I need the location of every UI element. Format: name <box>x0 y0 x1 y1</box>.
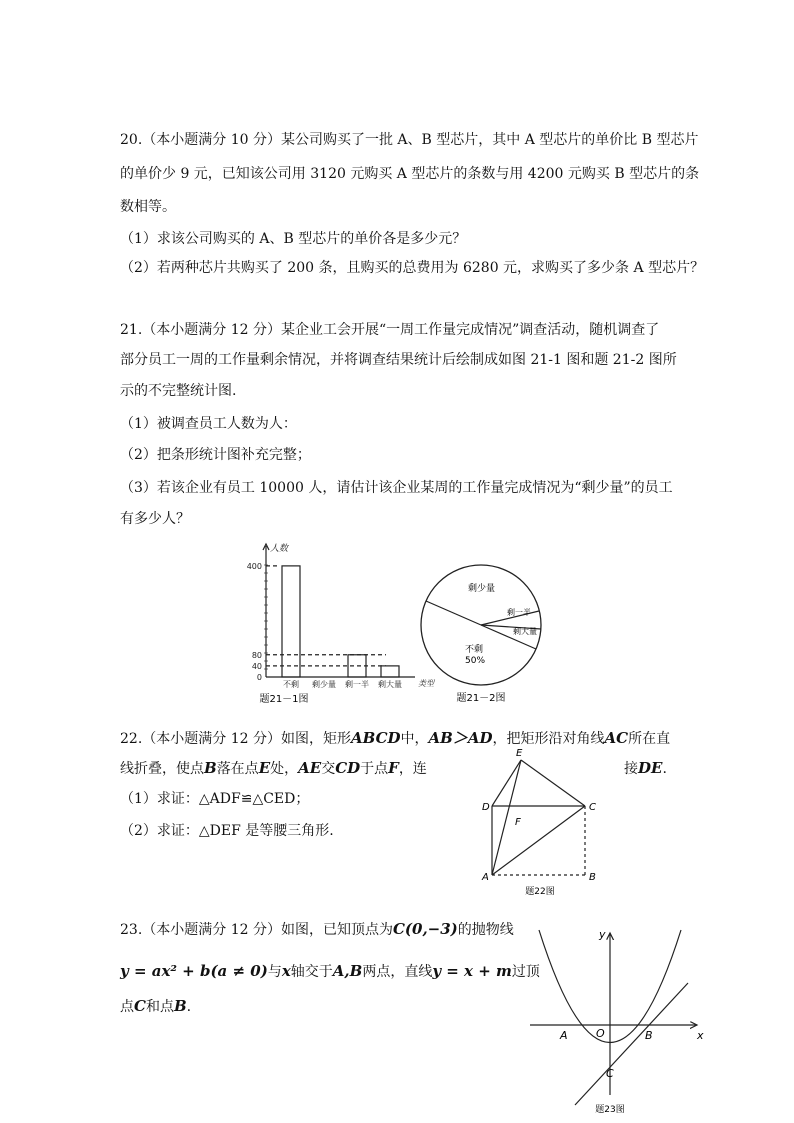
q21-part2: （2）把条形统计图补充完整； <box>120 447 311 463</box>
segment-de <box>492 760 521 806</box>
q20-part1: （1）求该公司购买的 A、B 型芯片的单价各是多少元？ <box>120 231 467 247</box>
q21-part3a: （3）若该企业有员工 10000 人，请估计该企业某周的工作量完成情况为“剩少量”的员工 <box>120 480 673 496</box>
q22-text: 于点 <box>360 761 389 777</box>
q23-text: 点 <box>120 999 134 1015</box>
label-o: O <box>596 1027 605 1040</box>
x-category-label: 剩大量 <box>378 680 402 689</box>
label-x: x <box>697 1029 704 1042</box>
q20-line1: 20.（本小题满分 10 分）某公司购买了一批 A、B 型芯片，其中 A 型芯片的单价比 B 型芯片 <box>120 132 699 148</box>
q22-math-ae: AE <box>298 759 322 777</box>
q23-text: 23.（本小题满分 12 分）如图，已知顶点为 <box>120 922 393 938</box>
q21-part1: （1）被调查员工人数为人： <box>120 416 297 432</box>
bar-4 <box>381 666 399 677</box>
y-tick-label: 40 <box>251 661 262 671</box>
q23-line1 <box>120 919 514 940</box>
q22-part2: （2）求证：△DEF 是等腰三角形. <box>120 823 334 839</box>
bar-chart-caption: 题21－1图 <box>259 694 309 705</box>
q22-text: 22.（本小题满分 12 分）如图，矩形 <box>120 731 351 747</box>
y-tick-label: 80 <box>251 650 262 660</box>
q22-text: 落在点 <box>216 761 259 777</box>
q22-text: . <box>662 761 667 777</box>
figure-23-caption: 题23图 <box>595 1105 625 1115</box>
q22-part1: （1）求证：△ADF≌△CED； <box>120 791 310 807</box>
q20-part2: （2）若两种芯片共购买了 200 条，且购买的总费用为 6280 元，求购买了多少条 A 型芯片？ <box>120 260 705 276</box>
bar-1 <box>282 566 300 677</box>
figure-23 <box>525 925 715 1120</box>
x-category-label: 不剩 <box>283 680 299 689</box>
label-a: A <box>482 872 489 883</box>
q23-line3 <box>120 996 191 1017</box>
q22-math-f: F <box>388 759 399 777</box>
q22-text: 处， <box>270 761 299 777</box>
q22-math-ac: AC <box>604 729 629 747</box>
bar-chart-21-1 <box>240 540 434 710</box>
q22-line2-end <box>624 758 667 779</box>
q22-math-abcd: ABCD <box>350 729 401 747</box>
q23-math-vertex: C(0,−3) <box>392 920 458 938</box>
x-category-label: 剩一半 <box>345 680 369 689</box>
y-tick-label: 0 <box>256 673 262 682</box>
line-y-x-m <box>575 983 688 1105</box>
q22-math-ab-ad: AB＞AD <box>428 729 493 747</box>
x-category-label: 剩少量 <box>312 680 336 689</box>
q23-math-equation: y = ax² + b(a ≠ 0) <box>120 962 268 980</box>
figure-22 <box>475 740 615 900</box>
segment-ac <box>492 806 585 875</box>
q23-text: 轴交于 <box>290 964 333 980</box>
q22-text: 交 <box>321 761 336 777</box>
q22-math-e: E <box>258 759 271 777</box>
label-f: F <box>515 817 521 828</box>
q20-line3: 数相等。 <box>120 199 176 215</box>
label-c: C <box>606 1067 614 1080</box>
label-a: A <box>560 1029 568 1042</box>
q22-math-b: B <box>204 759 217 777</box>
x-axis-label: 类型 <box>418 679 434 688</box>
pie-chart-21-2 <box>415 560 560 705</box>
q23-text: 过顶 <box>511 964 540 980</box>
q22-text: 接 <box>624 761 638 777</box>
q23-math-c: C <box>134 997 146 1015</box>
pie-label-yiban: 剩一半 <box>507 608 531 617</box>
pie-label-bushen: 不剩 <box>465 645 484 655</box>
q22-line2 <box>120 758 427 779</box>
y-tick-label: 400 <box>246 561 262 571</box>
q23-text: 两点，直线 <box>362 964 433 980</box>
pie-chart-caption: 题21－2图 <box>456 693 506 704</box>
pie-label-shao: 剩少量 <box>468 584 496 594</box>
q23-math-line: y = x + m <box>432 962 512 980</box>
segment-ec <box>521 760 585 806</box>
pie-label-daliang: 剩大量 <box>513 627 537 636</box>
q23-text: . <box>186 999 192 1015</box>
label-d: D <box>482 802 490 813</box>
q22-text: ，连 <box>398 761 427 777</box>
q22-text: 线折叠，使点 <box>120 761 204 777</box>
q22-text: 中， <box>400 731 429 747</box>
pie-label-percent: 50% <box>465 656 486 666</box>
q23-math-b: B <box>173 997 187 1015</box>
q21-line1: 21.（本小题满分 12 分）某企业工会开展“一周工作量完成情况”调查活动，随机调查了 <box>120 322 660 338</box>
q23-math-x: x <box>281 962 291 980</box>
q21-part3b: 有多少人？ <box>120 511 190 527</box>
q22-math-de: DE <box>638 759 663 777</box>
label-b: B <box>589 872 596 883</box>
q21-line2: 部分员工一周的工作量剩余情况，并将调查结果统计后绘制成如图 21-1 图和题 21-2 图所 <box>120 352 677 368</box>
q23-line2 <box>120 961 540 982</box>
q23-math-ab: A,B <box>332 962 363 980</box>
q21-line3: 示的不完整统计图. <box>120 383 237 399</box>
label-y: y <box>599 928 606 941</box>
q20-line2: 的单价少 9 元，已知该公司用 3120 元购买 A 型芯片的条数与用 4200 元购买 B 型芯片的条 <box>120 166 700 182</box>
label-b: B <box>645 1029 653 1042</box>
figure-22-caption: 题22图 <box>525 887 555 897</box>
y-axis-label: 人数 <box>270 544 289 554</box>
pie-divider-1 <box>426 601 481 625</box>
q23-text: 和点 <box>145 999 174 1015</box>
q22-math-cd: CD <box>335 759 361 777</box>
label-c: C <box>589 802 596 813</box>
label-e: E <box>516 748 523 759</box>
q22-text: 所在直 <box>628 731 671 747</box>
q22-text: ，把矩形沿对角线 <box>492 731 605 747</box>
q23-text: 的抛物线 <box>457 922 514 938</box>
q23-text: 与 <box>267 964 282 980</box>
